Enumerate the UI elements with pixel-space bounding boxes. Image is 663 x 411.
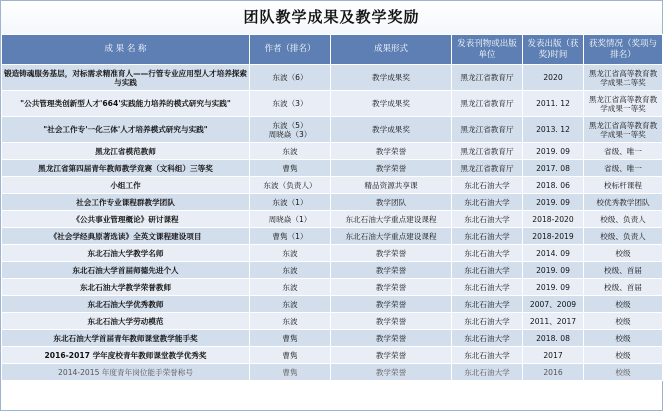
- page-title: 团队教学成果及教学奖励: [1, 1, 662, 34]
- cell-date: 2019. 09: [523, 279, 584, 296]
- cell-form: 教学荣誉: [331, 262, 452, 279]
- cell-name: 东北石油大学劳动模范: [2, 313, 250, 330]
- cell-form: 教学荣誉: [331, 279, 452, 296]
- cell-award: 校级、首届: [584, 279, 663, 296]
- cell-form: 教学荣誉: [331, 313, 452, 330]
- cell-name: 东北石油大学教学荣誉教师: [2, 279, 250, 296]
- table-body: [2, 65, 663, 381]
- cell-name: 2014-2015 年度青年岗位能手荣誉称号: [2, 364, 250, 381]
- cell-publisher: 东北石油大学: [452, 313, 523, 330]
- cell-author: 东波（3）: [250, 91, 331, 117]
- table-row: [2, 279, 663, 296]
- cell-date: 2007、2009: [523, 296, 584, 313]
- cell-award: 校级: [584, 313, 663, 330]
- table-row: [2, 117, 663, 143]
- cell-publisher: 东北石油大学: [452, 211, 523, 228]
- cell-form: 教学荣誉: [331, 347, 452, 364]
- cell-date: 2011. 12: [523, 91, 584, 117]
- cell-award: 校级: [584, 296, 663, 313]
- cell-publisher: 东北石油大学: [452, 245, 523, 262]
- cell-publisher: 黑龙江省教育厅: [452, 117, 523, 143]
- table-row: [2, 245, 663, 262]
- cell-publisher: 东北石油大学: [452, 194, 523, 211]
- table-row: [2, 262, 663, 279]
- cell-author: 曹隽: [250, 330, 331, 347]
- cell-publisher: 东北石油大学: [452, 262, 523, 279]
- cell-author: 曹隽: [250, 364, 331, 381]
- header-award: 获奖情况（奖项与排名）: [584, 35, 663, 65]
- cell-award: 校标杆课程: [584, 177, 663, 194]
- cell-author: 东波: [250, 313, 331, 330]
- cell-date: 2020: [523, 65, 584, 91]
- cell-award: 校级: [584, 347, 663, 364]
- table-row: [2, 177, 663, 194]
- cell-name: 小组工作: [2, 177, 250, 194]
- cell-publisher: 黑龙江省教育厅: [452, 160, 523, 177]
- cell-form: 教学荣誉: [331, 296, 452, 313]
- cell-date: 2018-2020: [523, 211, 584, 228]
- table-row: [2, 347, 663, 364]
- cell-name: 2016-2017 学年度校青年教师课堂教学优秀奖: [2, 347, 250, 364]
- cell-publisher: 黑龙江省教育厅: [452, 65, 523, 91]
- header-publisher: 发表刊物或出版单位: [452, 35, 523, 65]
- cell-publisher: 东北石油大学: [452, 228, 523, 245]
- header-author: 作者（排名）: [250, 35, 331, 65]
- cell-author: 曹隽（1）: [250, 228, 331, 245]
- table-row: [2, 65, 663, 91]
- cell-date: 2019. 09: [523, 262, 584, 279]
- table-row: [2, 296, 663, 313]
- cell-publisher: 东北石油大学: [452, 364, 523, 381]
- cell-date: 2018. 08: [523, 330, 584, 347]
- cell-name: 黑龙江省第四届青年教师教学竞赛（文科组）三等奖: [2, 160, 250, 177]
- cell-award: 校优秀教学团队: [584, 194, 663, 211]
- cell-publisher: 东北石油大学: [452, 347, 523, 364]
- table-header-row: [2, 35, 663, 65]
- cell-publisher: 东北石油大学: [452, 330, 523, 347]
- cell-author: 东波（5） 周晓焱（3）: [250, 117, 331, 143]
- results-table: [1, 34, 663, 381]
- cell-award: 校级: [584, 330, 663, 347]
- cell-form: 教学成果奖: [331, 65, 452, 91]
- cell-publisher: 东北石油大学: [452, 296, 523, 313]
- cell-name: 《社会学经典原著选读》全英文课程建设项目: [2, 228, 250, 245]
- cell-award: 黑龙江省高等教育教学成果二等奖: [584, 65, 663, 91]
- table-row: [2, 211, 663, 228]
- cell-author: 东波: [250, 143, 331, 160]
- header-date: 发表出版（获奖)时间: [523, 35, 584, 65]
- cell-form: 东北石油大学重点建设课程: [331, 228, 452, 245]
- cell-form: 教学成果奖: [331, 117, 452, 143]
- cell-date: 2019. 09: [523, 143, 584, 160]
- cell-date: 2017: [523, 347, 584, 364]
- table-row: [2, 313, 663, 330]
- cell-form: 教学荣誉: [331, 330, 452, 347]
- cell-publisher: 黑龙江省教育厅: [452, 143, 523, 160]
- cell-date: 2016: [523, 364, 584, 381]
- cell-publisher: 黑龙江省教育厅: [452, 91, 523, 117]
- table-row: [2, 160, 663, 177]
- cell-form: 教学荣誉: [331, 160, 452, 177]
- cell-form: 教学荣誉: [331, 245, 452, 262]
- cell-name: 社会工作专业课程群教学团队: [2, 194, 250, 211]
- cell-award: 校级、负责人: [584, 211, 663, 228]
- cell-date: 2018. 06: [523, 177, 584, 194]
- cell-form: 教学团队: [331, 194, 452, 211]
- cell-author: 东波（6）: [250, 65, 331, 91]
- cell-author: 东波: [250, 296, 331, 313]
- cell-form: 精品资源共享课: [331, 177, 452, 194]
- cell-name: 《公共事业管理概论》研讨课程: [2, 211, 250, 228]
- table-row: [2, 143, 663, 160]
- cell-author: 曹隽: [250, 160, 331, 177]
- cell-award: 黑龙江省高等教育教学成果一等奖: [584, 91, 663, 117]
- cell-date: 2019. 09: [523, 194, 584, 211]
- cell-date: 2011、2017: [523, 313, 584, 330]
- cell-form: 教学荣誉: [331, 143, 452, 160]
- header-name: 成 果 名 称: [2, 35, 250, 65]
- header-form: 成果形式: [331, 35, 452, 65]
- cell-author: 东波: [250, 279, 331, 296]
- cell-award: 校级、负责人: [584, 228, 663, 245]
- cell-date: 2017. 08: [523, 160, 584, 177]
- cell-award: 省级、唯一: [584, 143, 663, 160]
- table-row: [2, 194, 663, 211]
- cell-author: 东波: [250, 262, 331, 279]
- cell-date: 2018-2019: [523, 228, 584, 245]
- table-row: [2, 330, 663, 347]
- cell-author: 东波: [250, 245, 331, 262]
- cell-author: 东波（负责人）: [250, 177, 331, 194]
- cell-name: 黑龙江省模范教师: [2, 143, 250, 160]
- cell-form: 教学荣誉: [331, 364, 452, 381]
- cell-name: 东北石油大学首届师德先进个人: [2, 262, 250, 279]
- cell-date: 2013. 12: [523, 117, 584, 143]
- cell-publisher: 东北石油大学: [452, 177, 523, 194]
- cell-form: 教学成果奖: [331, 91, 452, 117]
- cell-author: 曹隽: [250, 347, 331, 364]
- table-row: [2, 91, 663, 117]
- cell-award: 校级: [584, 245, 663, 262]
- cell-name: 东北石油大学教学名师: [2, 245, 250, 262]
- cell-date: 2014. 09: [523, 245, 584, 262]
- cell-name: 东北石油大学首届青年教师课堂教学能手奖: [2, 330, 250, 347]
- table-row: [2, 364, 663, 381]
- cell-award: 黑龙江省高等教育教学成果一等奖: [584, 117, 663, 143]
- table-row: [2, 228, 663, 245]
- cell-name: "社会工作专'一化三体'人才培养模式研究与实践": [2, 117, 250, 143]
- cell-author: 东波（1）: [250, 194, 331, 211]
- cell-publisher: 东北石油大学: [452, 279, 523, 296]
- cell-award: 省级、唯一: [584, 160, 663, 177]
- cell-name: "公共管理类创新型人才'664'实践能力培养的模式研究与实践": [2, 91, 250, 117]
- cell-name: 东北石油大学优秀教师: [2, 296, 250, 313]
- cell-name: 锻造铸魂服务基层，对标需求精准育人——行管专业应用型人才培养探索与实践: [2, 65, 250, 91]
- cell-award: 校级、首届: [584, 262, 663, 279]
- cell-award: 校级: [584, 364, 663, 381]
- cell-form: 东北石油大学重点建设课程: [331, 211, 452, 228]
- cell-author: 周晓焱（1）: [250, 211, 331, 228]
